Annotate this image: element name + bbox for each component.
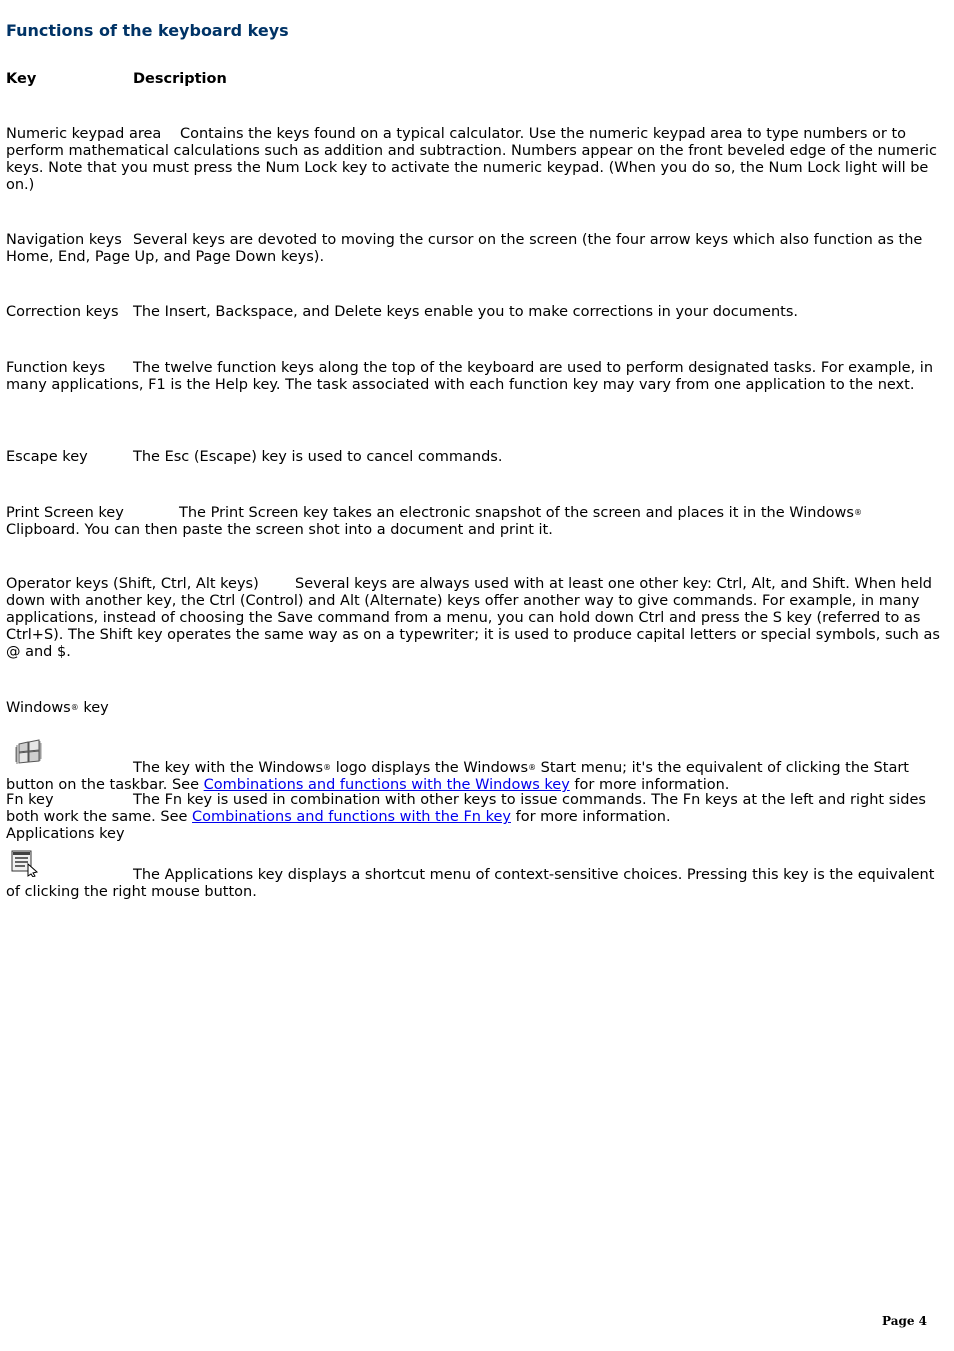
- row-print-screen-key: [6, 504, 948, 539]
- row-fn-key: [6, 792, 948, 826]
- row-applications-key-description: [6, 867, 948, 901]
- key-description: The Fn key is used in combination with other keys to issue commands. The Fn keys at the left and right sides both work the same. See: [6, 792, 926, 825]
- row-escape-key: [6, 449, 948, 466]
- column-header-description: Description: [133, 71, 227, 87]
- key-name: Correction keys: [6, 304, 119, 320]
- key-name: Windows: [6, 700, 71, 716]
- row-windows-key-label: [6, 699, 948, 717]
- key-description: The twelve function keys along the top of the keyboard are used to perform designated tasks. For example, in many applications, F1 is the Help key. The task associated with each function key may vary from one application to the next.: [6, 360, 934, 393]
- registered-mark: ®: [323, 763, 332, 772]
- key-name: Print Screen key: [6, 505, 124, 521]
- key-description-part: for more information.: [515, 809, 671, 825]
- key-name: Escape key: [6, 449, 88, 465]
- key-name: Numeric keypad area: [6, 126, 162, 142]
- key-description-part: Start menu; it's the equivalent of clicking the Start button on the taskbar. See: [6, 760, 909, 793]
- row-applications-key-label: [6, 826, 948, 843]
- page-title: Functions of the keyboard keys: [6, 21, 289, 40]
- key-description: The Insert, Backspace, and Delete keys enable you to make corrections in your documents.: [133, 304, 799, 320]
- row-windows-key-description: [6, 759, 948, 794]
- key-description: The Print Screen key takes an electronic snapshot of the screen and places it in the Windows: [179, 505, 854, 521]
- row-operator-keys: [6, 576, 948, 661]
- registered-mark: ®: [853, 508, 862, 517]
- row-function-keys: [6, 360, 948, 394]
- key-name: Operator keys (Shift, Ctrl, Alt keys): [6, 576, 259, 592]
- key-name: Fn key: [6, 792, 54, 808]
- windows-key-combinations-link[interactable]: Combinations and functions with the Windows key: [203, 777, 570, 793]
- key-description-continued: Clipboard. You can then paste the screen shot into a document and print it.: [6, 522, 553, 538]
- row-navigation-keys: [6, 232, 948, 266]
- key-description-part: logo displays the Windows: [335, 760, 529, 776]
- key-description: Several keys are devoted to moving the cursor on the screen (the four arrow keys which also function as the Home, End, Page Up, and Page Down keys).: [6, 232, 923, 265]
- fn-key-combinations-link[interactable]: Combinations and functions with the Fn key: [192, 809, 511, 825]
- key-description: Several keys are always used with at least one other key: Ctrl, Alt, and Shift. When held down with another key, the Ctrl (Control) and Alt (Alternate) keys offer another way to give commands. For example, in many applications, instead of choosing the Save command from a menu, you can hold down Ctrl and press the S key (referred to as Ctrl+S). The Shift key operates the same way as on a typewriter; it is used to produce capital letters or special symbols, such as @ and $.: [6, 576, 940, 660]
- key-name: Navigation keys: [6, 232, 122, 248]
- key-name-suffix: key: [83, 700, 109, 716]
- key-description-part: for more information.: [574, 777, 730, 793]
- registered-mark: ®: [528, 763, 537, 772]
- page-number: Page 4: [882, 1314, 928, 1328]
- key-name: Function keys: [6, 360, 106, 376]
- row-numeric-keypad: [6, 126, 948, 194]
- key-description: Contains the keys found on a typical calculator. Use the numeric keypad area to type numbers or to perform mathematical calculations such as addition and subtraction. Numbers appear on the front beveled edge of the numeric keys. Note that you must press the Num Lock key to activate the numeric keypad. (When you do so, the Num Lock light will be on.): [6, 126, 937, 193]
- key-name: Applications key: [6, 826, 125, 842]
- key-description: The key with the Windows: [133, 760, 324, 776]
- key-description: The Applications key displays a shortcut menu of context-sensitive choices. Pressing this key is the equivalent of clicking the right mouse button.: [6, 867, 935, 900]
- row-correction-keys: [6, 304, 948, 321]
- registered-mark: ®: [70, 703, 79, 712]
- column-header-key: Key: [6, 71, 37, 87]
- key-description: The Esc (Escape) key is used to cancel commands.: [133, 449, 503, 465]
